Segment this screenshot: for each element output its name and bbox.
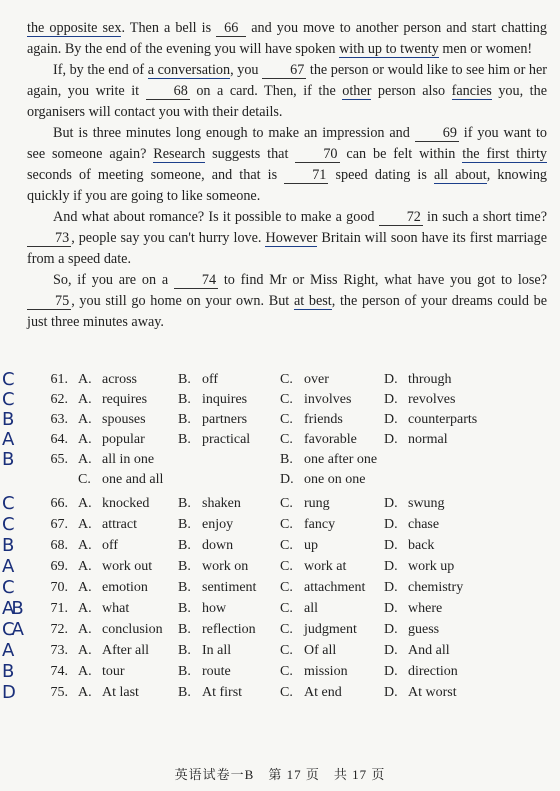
option-label: A.	[78, 412, 92, 427]
option-label: B.	[280, 452, 293, 467]
passage-text: the person or would like to see him or her again, you write it	[27, 62, 547, 99]
option-c[interactable]	[280, 580, 365, 596]
question-row	[0, 389, 560, 412]
option-a[interactable]	[78, 432, 145, 448]
option-b[interactable]	[280, 452, 377, 468]
handwritten-answer: B	[2, 535, 12, 556]
question-row	[0, 449, 560, 472]
passage-text: And what about romance? Is it possible to make a good	[53, 209, 379, 225]
option-label: C.	[280, 580, 293, 595]
passage-text: with up to twenty	[339, 41, 439, 57]
option-a[interactable]	[78, 664, 125, 680]
option-a[interactable]	[78, 392, 147, 408]
option-b[interactable]	[178, 580, 256, 596]
option-label: B.	[178, 496, 191, 511]
question-number: 75.	[50, 685, 68, 700]
option-label: B.	[178, 622, 191, 637]
question-number: 74.	[50, 664, 68, 679]
option-b[interactable]	[178, 372, 218, 388]
option-label: C.	[280, 372, 293, 387]
passage-text: to find Mr or Miss Right, what have you got to lose?	[218, 272, 547, 288]
option-text: Of all	[304, 643, 337, 658]
option-d[interactable]	[384, 538, 434, 554]
option-d[interactable]	[384, 392, 455, 408]
passage-text: suggests that	[205, 146, 296, 162]
option-c[interactable]	[280, 538, 318, 554]
option-label: B.	[178, 538, 191, 553]
option-a[interactable]	[78, 622, 163, 638]
option-text: requires	[102, 392, 148, 407]
option-text: how	[202, 601, 227, 616]
question-row	[0, 598, 560, 621]
option-b[interactable]	[178, 643, 231, 659]
reading-passage	[27, 18, 547, 333]
option-label: C.	[280, 496, 293, 511]
option-label: A.	[78, 559, 92, 574]
option-text: normal	[408, 432, 448, 447]
option-label: B.	[178, 392, 191, 407]
option-text: attachment	[304, 580, 366, 595]
option-text: one and all	[102, 472, 164, 487]
question-row	[0, 369, 560, 392]
option-text: off	[202, 372, 219, 387]
handwritten-answer: AB	[2, 598, 21, 619]
option-text: And all	[408, 643, 450, 658]
option-label: C.	[280, 601, 293, 616]
option-text: shaken	[202, 496, 241, 511]
option-label: A.	[78, 580, 92, 595]
option-label: D.	[384, 412, 398, 427]
passage-text: and you move to another person and start chatting again. By the end of the evening you will have spoken	[27, 20, 547, 57]
option-a[interactable]	[78, 601, 129, 617]
option-label: D.	[384, 580, 398, 595]
option-b[interactable]	[178, 538, 233, 554]
blank-67: 67	[262, 63, 306, 79]
handwritten-answer: A	[2, 640, 12, 661]
question-number: 61.	[50, 372, 68, 387]
handwritten-answer: A	[2, 429, 12, 450]
handwritten-answer: D	[2, 682, 13, 703]
option-d[interactable]	[384, 559, 454, 575]
question-row	[0, 429, 560, 452]
option-text: partners	[202, 412, 248, 427]
option-text: mission	[304, 664, 348, 679]
option-label: C.	[280, 538, 293, 553]
option-c[interactable]	[280, 412, 343, 428]
handwritten-answer: CA	[2, 619, 21, 640]
option-label: D.	[384, 392, 398, 407]
passage-text: But is three minutes long enough to make an impression and	[53, 125, 415, 141]
option-label: D.	[384, 622, 398, 637]
option-label: A.	[78, 601, 92, 616]
option-label: A.	[78, 664, 92, 679]
option-label: D.	[384, 664, 398, 679]
option-text: At last	[102, 685, 139, 700]
passage-text: Britain will soon have its first marriage from a speed date.	[27, 230, 547, 267]
passage-text: all about	[433, 167, 487, 183]
option-text: swung	[408, 496, 445, 511]
option-label: C.	[280, 643, 293, 658]
passage-text: on a card. Then, if the	[189, 83, 343, 99]
option-label: A.	[78, 392, 92, 407]
option-text: fancy	[304, 517, 336, 532]
question-number: 72.	[50, 622, 68, 637]
option-b[interactable]	[178, 496, 241, 512]
question-number: 69.	[50, 559, 68, 574]
handwritten-answer: C	[2, 514, 12, 535]
passage-text: So, if you are on a	[53, 272, 174, 288]
option-a[interactable]	[78, 452, 154, 468]
passage-text: , you still go home on your own. But	[71, 293, 294, 309]
question-row	[0, 535, 560, 558]
passage-text: at best	[293, 293, 332, 309]
handwritten-answer: B	[2, 409, 12, 430]
option-text: all	[304, 601, 318, 616]
handwritten-answer: C	[2, 577, 12, 598]
option-text: route	[202, 664, 231, 679]
option-text: work on	[202, 559, 249, 574]
option-label: B.	[178, 412, 191, 427]
option-label: B.	[178, 601, 191, 616]
option-text: friends	[304, 412, 343, 427]
passage-paragraph-3	[27, 123, 547, 207]
option-d[interactable]	[384, 432, 448, 448]
option-a[interactable]	[78, 538, 118, 554]
passage-paragraph-5	[27, 270, 547, 333]
option-d[interactable]	[384, 664, 458, 680]
option-c[interactable]	[280, 664, 348, 680]
option-d[interactable]	[384, 372, 452, 388]
option-a[interactable]	[78, 643, 149, 659]
option-text: back	[408, 538, 435, 553]
option-a[interactable]	[78, 372, 137, 388]
question-number: 73.	[50, 643, 68, 658]
option-a[interactable]	[78, 412, 146, 428]
option-label: D.	[384, 559, 398, 574]
option-c[interactable]	[78, 472, 163, 488]
option-c[interactable]	[280, 601, 318, 617]
option-text: spouses	[102, 412, 146, 427]
option-label: A.	[78, 643, 92, 658]
option-c[interactable]	[280, 392, 351, 408]
option-text: After all	[102, 643, 150, 658]
option-label: B.	[178, 643, 191, 658]
option-text: across	[102, 372, 137, 387]
option-label: D.	[384, 496, 398, 511]
passage-text: the first thirty	[462, 146, 547, 162]
passage-text: , you	[230, 62, 263, 78]
question-number: 71.	[50, 601, 68, 616]
question-row	[0, 409, 560, 432]
option-text: popular	[102, 432, 145, 447]
option-c[interactable]	[280, 372, 329, 388]
option-b[interactable]	[178, 601, 226, 617]
option-text: enjoy	[202, 517, 234, 532]
option-text: work up	[408, 559, 455, 574]
option-label: A.	[78, 452, 92, 467]
option-a[interactable]	[78, 580, 148, 596]
handwritten-answer: C	[2, 493, 12, 514]
page-footer: 英语试卷一B 第 17 页 共 17 页	[174, 767, 386, 782]
option-text: At worst	[408, 685, 457, 700]
passage-paragraph-4	[27, 207, 547, 270]
option-text: tour	[102, 664, 125, 679]
option-a[interactable]	[78, 559, 152, 575]
passage-text: , people say you can't hurry love.	[71, 230, 266, 246]
passage-text: other	[342, 83, 372, 99]
passage-text: However	[265, 230, 318, 246]
option-text: attract	[102, 517, 137, 532]
question-number: 66.	[50, 496, 68, 511]
blank-69: 69	[415, 126, 459, 142]
option-label: B.	[178, 559, 191, 574]
option-text: work out	[102, 559, 153, 574]
option-label: B.	[178, 580, 191, 595]
option-label: A.	[78, 622, 92, 637]
option-text: off	[102, 538, 119, 553]
question-row-continued	[0, 472, 560, 492]
passage-text: fancies	[451, 83, 492, 99]
option-b[interactable]	[178, 622, 256, 638]
passage-text: the opposite sex	[27, 20, 122, 36]
passage-text: , the person of your dreams could be just three minutes away.	[27, 293, 547, 330]
option-d[interactable]	[384, 412, 477, 428]
option-text: emotion	[102, 580, 148, 595]
option-b[interactable]	[178, 412, 247, 428]
option-label: A.	[78, 685, 92, 700]
option-label: C.	[280, 392, 293, 407]
passage-text: . Then a bell is	[121, 20, 217, 36]
option-text: favorable	[304, 432, 357, 447]
question-number: 64.	[50, 432, 68, 447]
option-text: reflection	[202, 622, 256, 637]
option-text: where	[408, 601, 443, 616]
option-label: D.	[384, 643, 398, 658]
question-row	[0, 577, 560, 600]
option-b[interactable]	[178, 685, 242, 701]
passage-text: can be felt within	[339, 146, 463, 162]
option-text: involves	[304, 392, 352, 407]
option-text: rung	[304, 496, 330, 511]
option-b[interactable]	[178, 392, 247, 408]
passage-text: , knowing quickly if you are going to like someone.	[27, 167, 548, 204]
option-d[interactable]	[384, 580, 463, 596]
question-number: 65.	[50, 452, 68, 467]
option-label: C.	[280, 517, 293, 532]
blank-70: 70	[295, 147, 339, 163]
option-d[interactable]	[384, 685, 457, 701]
blank-75: 75	[27, 294, 71, 310]
option-text: guess	[408, 622, 440, 637]
option-text: In all	[202, 643, 232, 658]
blank-71: 71	[284, 168, 328, 184]
passage-text: if you want to see someone again?	[27, 125, 547, 162]
option-label: B.	[178, 372, 191, 387]
option-label: C.	[280, 664, 293, 679]
option-label: C.	[280, 432, 293, 447]
option-text: what	[102, 601, 130, 616]
option-b[interactable]	[178, 432, 250, 448]
option-label: B.	[178, 432, 191, 447]
passage-text: Research	[153, 146, 206, 162]
blank-73: 73	[27, 231, 71, 247]
option-text: chase	[408, 517, 440, 532]
question-row	[0, 661, 560, 684]
option-label: A.	[78, 432, 92, 447]
option-text: conclusion	[102, 622, 163, 637]
option-text: over	[304, 372, 329, 387]
passage-text: in such a short time?	[422, 209, 547, 225]
option-label: C.	[280, 412, 293, 427]
option-label: D.	[384, 601, 398, 616]
option-c[interactable]	[280, 559, 346, 575]
blank-74: 74	[174, 273, 218, 289]
option-label: A.	[78, 496, 92, 511]
option-text: direction	[408, 664, 458, 679]
option-text: counterparts	[408, 412, 478, 427]
passage-text: seconds of meeting someone, and that is	[27, 167, 285, 183]
passage-text: person also	[371, 83, 452, 99]
passage-text: speed dating is	[328, 167, 434, 183]
option-label: D.	[384, 538, 398, 553]
option-label: C.	[78, 472, 91, 487]
option-label: B.	[178, 664, 191, 679]
option-text: inquires	[202, 392, 248, 407]
question-number: 68.	[50, 538, 68, 553]
option-label: C.	[280, 622, 293, 637]
option-a[interactable]	[78, 517, 137, 533]
option-label: D.	[280, 472, 294, 487]
option-label: C.	[280, 685, 293, 700]
option-d[interactable]	[384, 517, 439, 533]
option-d[interactable]	[384, 601, 442, 617]
option-a[interactable]	[78, 685, 139, 701]
blank-72: 72	[379, 210, 423, 226]
option-d[interactable]	[384, 496, 445, 512]
option-c[interactable]	[280, 685, 342, 701]
question-number: 70.	[50, 580, 68, 595]
option-label: D.	[384, 432, 398, 447]
option-a[interactable]	[78, 496, 149, 512]
option-text: one after one	[304, 452, 378, 467]
handwritten-answer: A	[2, 556, 12, 577]
question-row	[0, 556, 560, 579]
option-c[interactable]	[280, 622, 357, 638]
handwritten-answer: B	[2, 661, 12, 682]
option-text: through	[408, 372, 452, 387]
option-d[interactable]	[280, 472, 365, 488]
blank-68: 68	[146, 84, 190, 100]
passage-paragraph-1	[27, 18, 547, 60]
option-text: judgment	[304, 622, 357, 637]
option-label: D.	[384, 517, 398, 532]
option-text: At first	[202, 685, 243, 700]
option-b[interactable]	[178, 559, 248, 575]
option-c[interactable]	[280, 432, 357, 448]
option-c[interactable]	[280, 496, 330, 512]
passage-text: you, the organisers will contact you with their details.	[27, 83, 547, 120]
question-number: 67.	[50, 517, 68, 532]
option-label: A.	[78, 538, 92, 553]
handwritten-answer: C	[2, 389, 12, 410]
question-row	[0, 493, 560, 516]
option-b[interactable]	[178, 517, 233, 533]
option-text: up	[304, 538, 318, 553]
handwritten-answer: C	[2, 369, 12, 390]
option-d[interactable]	[384, 622, 439, 638]
question-row	[0, 514, 560, 537]
option-b[interactable]	[178, 664, 231, 680]
option-text: chemistry	[408, 580, 464, 595]
option-c[interactable]	[280, 517, 335, 533]
option-c[interactable]	[280, 643, 336, 659]
passage-paragraph-2	[27, 60, 547, 123]
option-d[interactable]	[384, 643, 450, 659]
option-label: D.	[384, 685, 398, 700]
option-text: knocked	[102, 496, 150, 511]
option-text: revolves	[408, 392, 456, 407]
question-number: 63.	[50, 412, 68, 427]
option-text: work at	[304, 559, 347, 574]
option-text: At end	[304, 685, 342, 700]
option-label: D.	[384, 372, 398, 387]
passage-text: a conversation	[147, 62, 231, 78]
option-text: down	[202, 538, 234, 553]
handwritten-answer: B	[2, 449, 12, 470]
blank-66: 66	[216, 21, 246, 37]
option-text: sentiment	[202, 580, 257, 595]
question-row	[0, 682, 560, 705]
question-number: 62.	[50, 392, 68, 407]
option-label: B.	[178, 517, 191, 532]
question-row	[0, 640, 560, 663]
option-text: practical	[202, 432, 251, 447]
passage-text: men or women!	[438, 41, 533, 57]
option-label: A.	[78, 517, 92, 532]
option-text: all in one	[102, 452, 155, 467]
option-label: C.	[280, 559, 293, 574]
option-label: B.	[178, 685, 191, 700]
question-row	[0, 619, 560, 642]
passage-text: If, by the end of	[53, 62, 148, 78]
option-text: one on one	[304, 472, 366, 487]
option-label: A.	[78, 372, 92, 387]
